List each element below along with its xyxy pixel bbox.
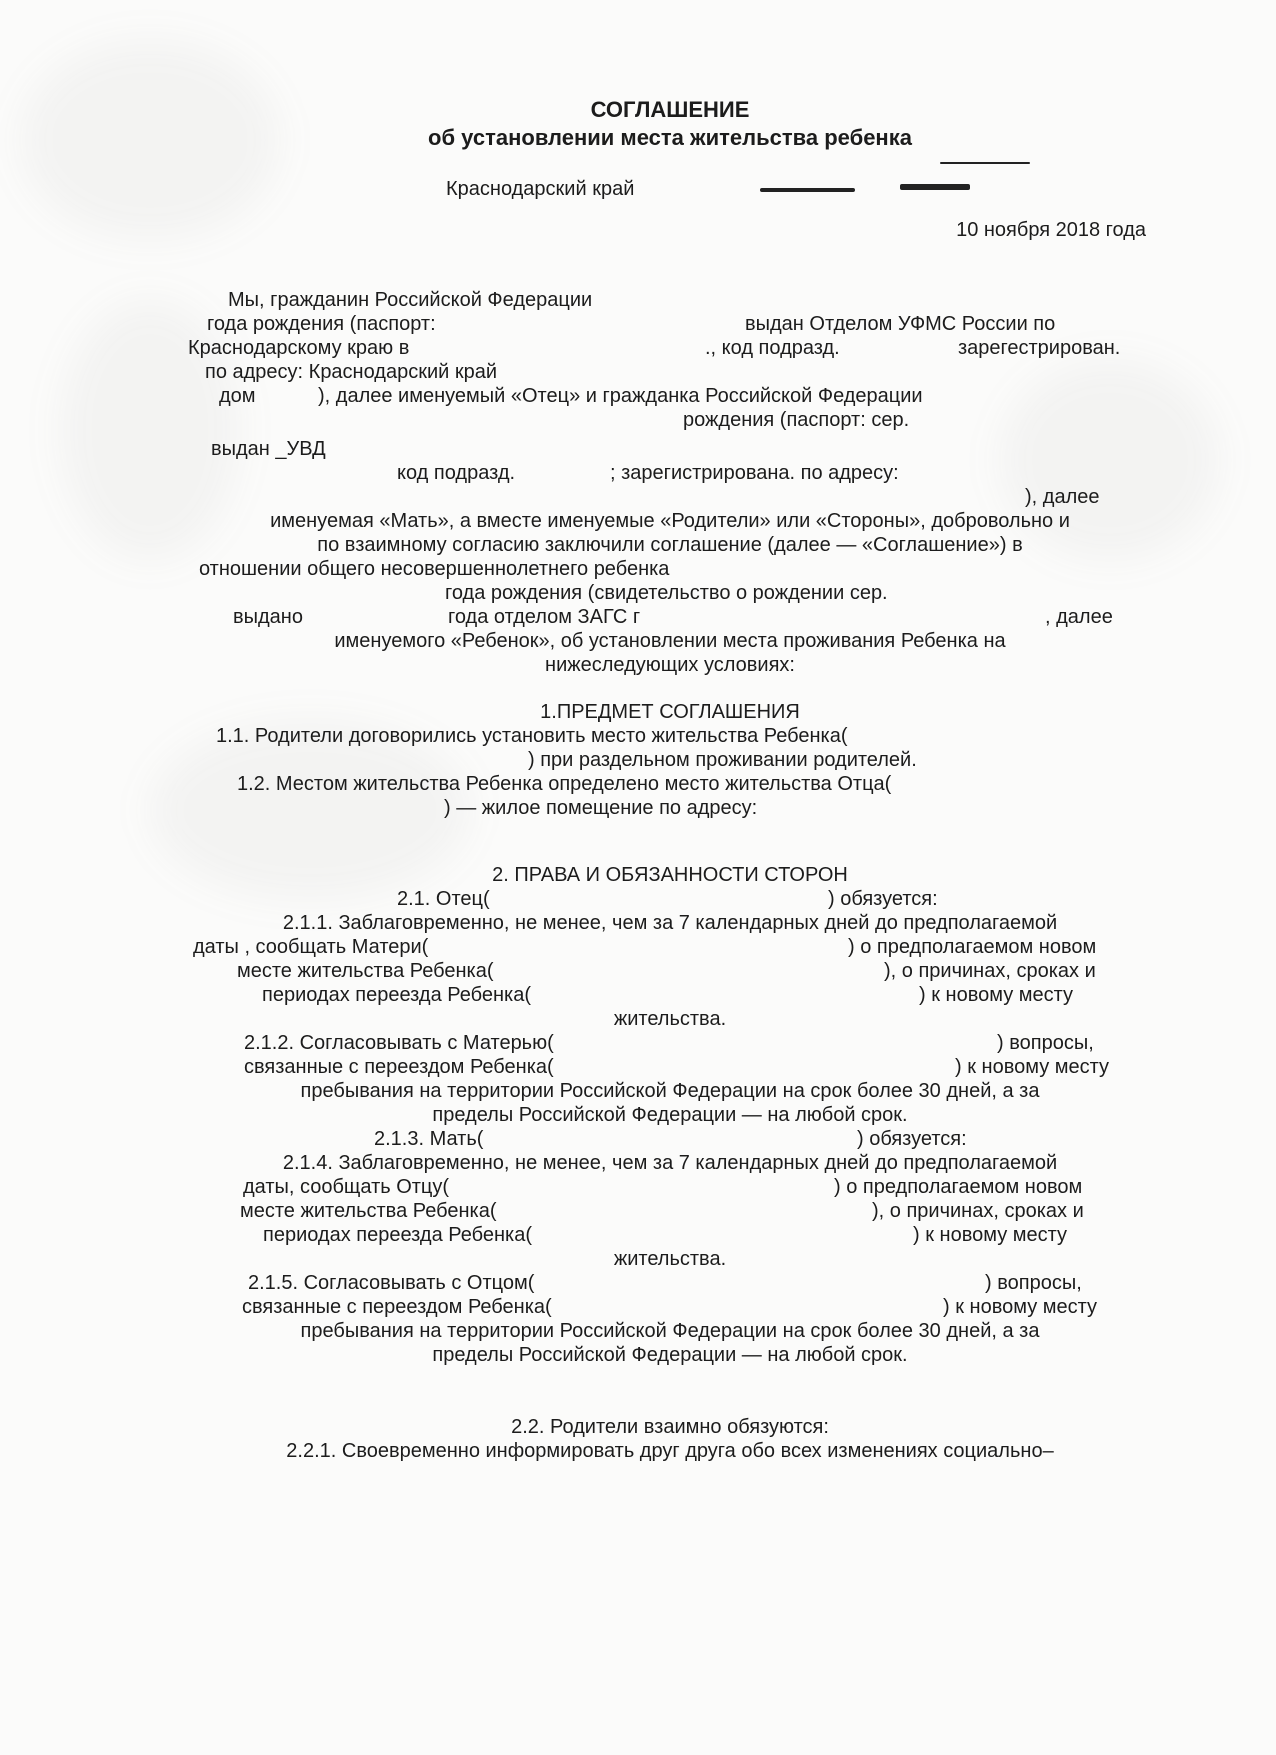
preamble-text: года рождения (свидетельство о рождении сер.: [445, 582, 888, 604]
section-2-text: 2.1.3. Мать(: [374, 1128, 484, 1150]
section-2-text: ) к новому месту: [913, 1224, 1068, 1246]
section-2-text: даты , сообщать Матери(: [193, 936, 429, 958]
section-2-text: ) обязуется:: [828, 888, 938, 910]
section-2-text: 2.1.1. Заблаговременно, не менее, чем за 7 календарных дней до предполагаемой: [282, 912, 1058, 934]
section-2-text: ) о предполагаемом новом: [848, 936, 1097, 958]
preamble-text: ), далее именуемый «Отец» и гражданка Российской Федерации: [318, 385, 923, 407]
section-2-text: 2.2. Родители взаимно обязуются:: [511, 1416, 829, 1438]
preamble-text: года рождения (паспорт:: [207, 313, 436, 335]
section-2-text: месте жительства Ребенка(: [240, 1200, 497, 1222]
preamble-text: выдан Отделом УФМС России по: [745, 313, 1056, 335]
section-1-text: ) при раздельном проживании родителей.: [528, 749, 917, 771]
preamble-text: Мы, гражданин Российской Федерации: [228, 289, 593, 311]
section-2-text: ) к новому месту: [919, 984, 1074, 1006]
section-1-heading: 1.ПРЕДМЕТ СОГЛАШЕНИЯ: [540, 701, 800, 723]
preamble-text: по адресу: Краснодарский край: [205, 361, 498, 383]
section-2-text: ) к новому месту: [955, 1056, 1110, 1078]
preamble-text: именуемого «Ребенок», об установлении места проживания Ребенка на: [334, 630, 1006, 652]
section-2-text: пребывания на территории Российской Федерации на срок более 30 дней, а за: [300, 1320, 1040, 1342]
section-2-text: пределы Российской Федерации — на любой срок.: [432, 1344, 908, 1366]
section-2-text: пределы Российской Федерации — на любой срок.: [432, 1104, 908, 1126]
section-2-text: связанные с переездом Ребенка(: [242, 1296, 552, 1318]
section-2-text: 2.1.2. Согласовывать с Матерью(: [244, 1032, 554, 1054]
preamble-text: код подразд.: [397, 462, 516, 484]
section-1-text: ) — жилое помещение по адресу:: [444, 797, 758, 819]
section-2-text: жительства.: [613, 1008, 727, 1030]
place: Краснодарский край: [446, 178, 635, 200]
preamble-text: , далее: [1045, 606, 1113, 628]
section-2-text: 2.1. Отец(: [397, 888, 490, 910]
preamble-text: отношении общего несовершеннолетнего ребенка: [199, 558, 670, 580]
section-2-text: месте жительства Ребенка(: [237, 960, 494, 982]
preamble-text: ., код подразд.: [705, 337, 840, 359]
section-2-text: даты, сообщать Отцу(: [243, 1176, 450, 1198]
redaction-mark: [760, 188, 855, 192]
preamble-text: зарегестрирован.: [958, 337, 1121, 359]
section-2-text: ), о причинах, сроках и: [884, 960, 1096, 982]
section-2-text: ) о предполагаемом новом: [834, 1176, 1083, 1198]
section-2-heading: 2. ПРАВА И ОБЯЗАННОСТИ СТОРОН: [492, 864, 848, 886]
redaction-mark: [940, 162, 1030, 164]
section-2-text: ) к новому месту: [943, 1296, 1098, 1318]
section-2-text: связанные с переездом Ребенка(: [244, 1056, 554, 1078]
document-date: 10 ноября 2018 года: [956, 219, 1146, 241]
redaction-mark: [900, 184, 970, 190]
section-2-text: 2.1.5. Согласовывать с Отцом(: [248, 1272, 535, 1294]
section-2-text: ) вопросы,: [985, 1272, 1082, 1294]
preamble-text: выдано: [233, 606, 303, 628]
section-2-text: периодах переезда Ребенка(: [263, 1224, 532, 1246]
section-1-text: 1.2. Местом жительства Ребенка определено место жительства Отца(: [237, 773, 892, 795]
document-subtitle: об установлении места жительства ребенка: [428, 125, 912, 150]
preamble-text: дом: [219, 385, 256, 407]
section-2-text: ), о причинах, сроках и: [872, 1200, 1084, 1222]
section-2-text: пребывания на территории Российской Федерации на срок более 30 дней, а за: [300, 1080, 1040, 1102]
preamble-text: именуемая «Мать», а вместе именуемые «Родители» или «Стороны», добровольно и: [270, 510, 1070, 532]
section-2-text: ) обязуется:: [857, 1128, 967, 1150]
preamble-text: нижеследующих условиях:: [545, 654, 795, 676]
preamble-text: года отделом ЗАГС г: [448, 606, 641, 628]
preamble-text: рождения (паспорт: сер.: [683, 409, 910, 431]
preamble-text: по взаимному согласию заключили соглашение (далее — «Соглашение») в: [317, 534, 1023, 556]
preamble-text: Краснодарскому краю в: [188, 337, 410, 359]
section-2-text: периодах переезда Ребенка(: [262, 984, 531, 1006]
section-2-text: жительства.: [613, 1248, 727, 1270]
document-title: СОГЛАШЕНИЕ: [590, 97, 750, 122]
preamble-text: ), далее: [1025, 486, 1100, 508]
section-2-text: 2.2.1. Своевременно информировать друг друга обо всех изменениях социально–: [286, 1440, 1054, 1462]
section-1-text: 1.1. Родители договорились установить место жительства Ребенка(: [216, 725, 848, 747]
preamble-text: выдан _УВД: [211, 438, 326, 460]
section-2-text: ) вопросы,: [997, 1032, 1094, 1054]
preamble-text: ; зарегистрирована. по адресу:: [610, 462, 899, 484]
section-2-text: 2.1.4. Заблаговременно, не менее, чем за 7 календарных дней до предполагаемой: [282, 1152, 1058, 1174]
